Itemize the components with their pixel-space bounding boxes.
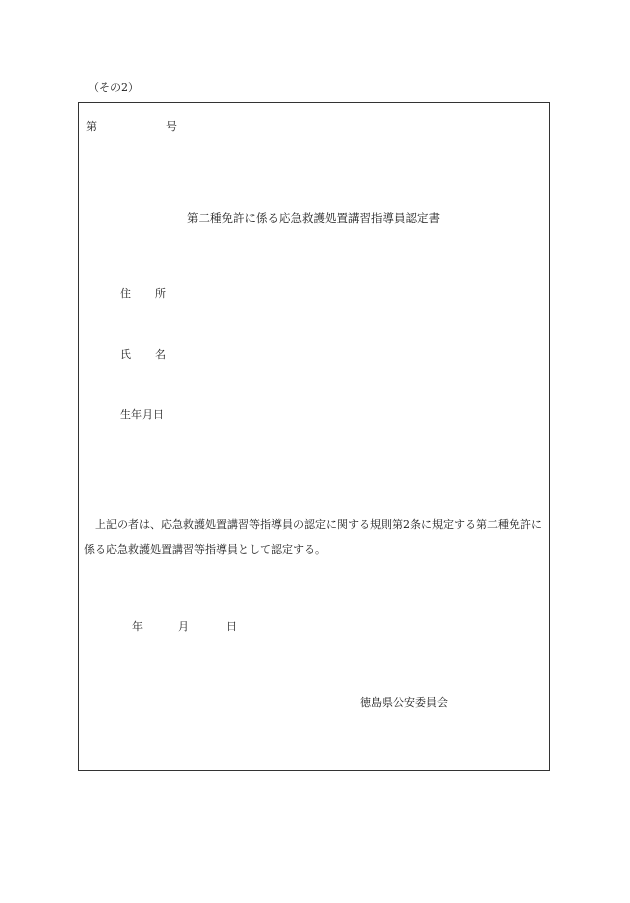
form-number-note: （その2） <box>88 81 139 94</box>
address-label-1: 住 <box>120 287 131 300</box>
name-label-2: 名 <box>155 348 166 361</box>
address-label-2: 所 <box>155 287 166 300</box>
name-label-1: 氏 <box>120 348 131 361</box>
certificate-frame <box>78 102 550 771</box>
date-year-label: 年 <box>132 620 143 633</box>
date-day-label: 日 <box>226 620 237 633</box>
birthdate-label: 生年月日 <box>120 408 164 421</box>
number-prefix: 第 <box>86 120 97 133</box>
certificate-title: 第二種免許に係る応急救護処置講習指導員認定書 <box>187 211 440 225</box>
issuer-name: 徳島県公安委員会 <box>360 696 448 709</box>
number-suffix: 号 <box>166 120 177 133</box>
date-month-label: 月 <box>178 620 189 633</box>
certification-statement: 上記の者は、応急救護処置講習等指導員の認定に関する規則第2条に規定する第二種免許に係る応急救護処置講習等指導員として認定する。 <box>84 518 542 556</box>
